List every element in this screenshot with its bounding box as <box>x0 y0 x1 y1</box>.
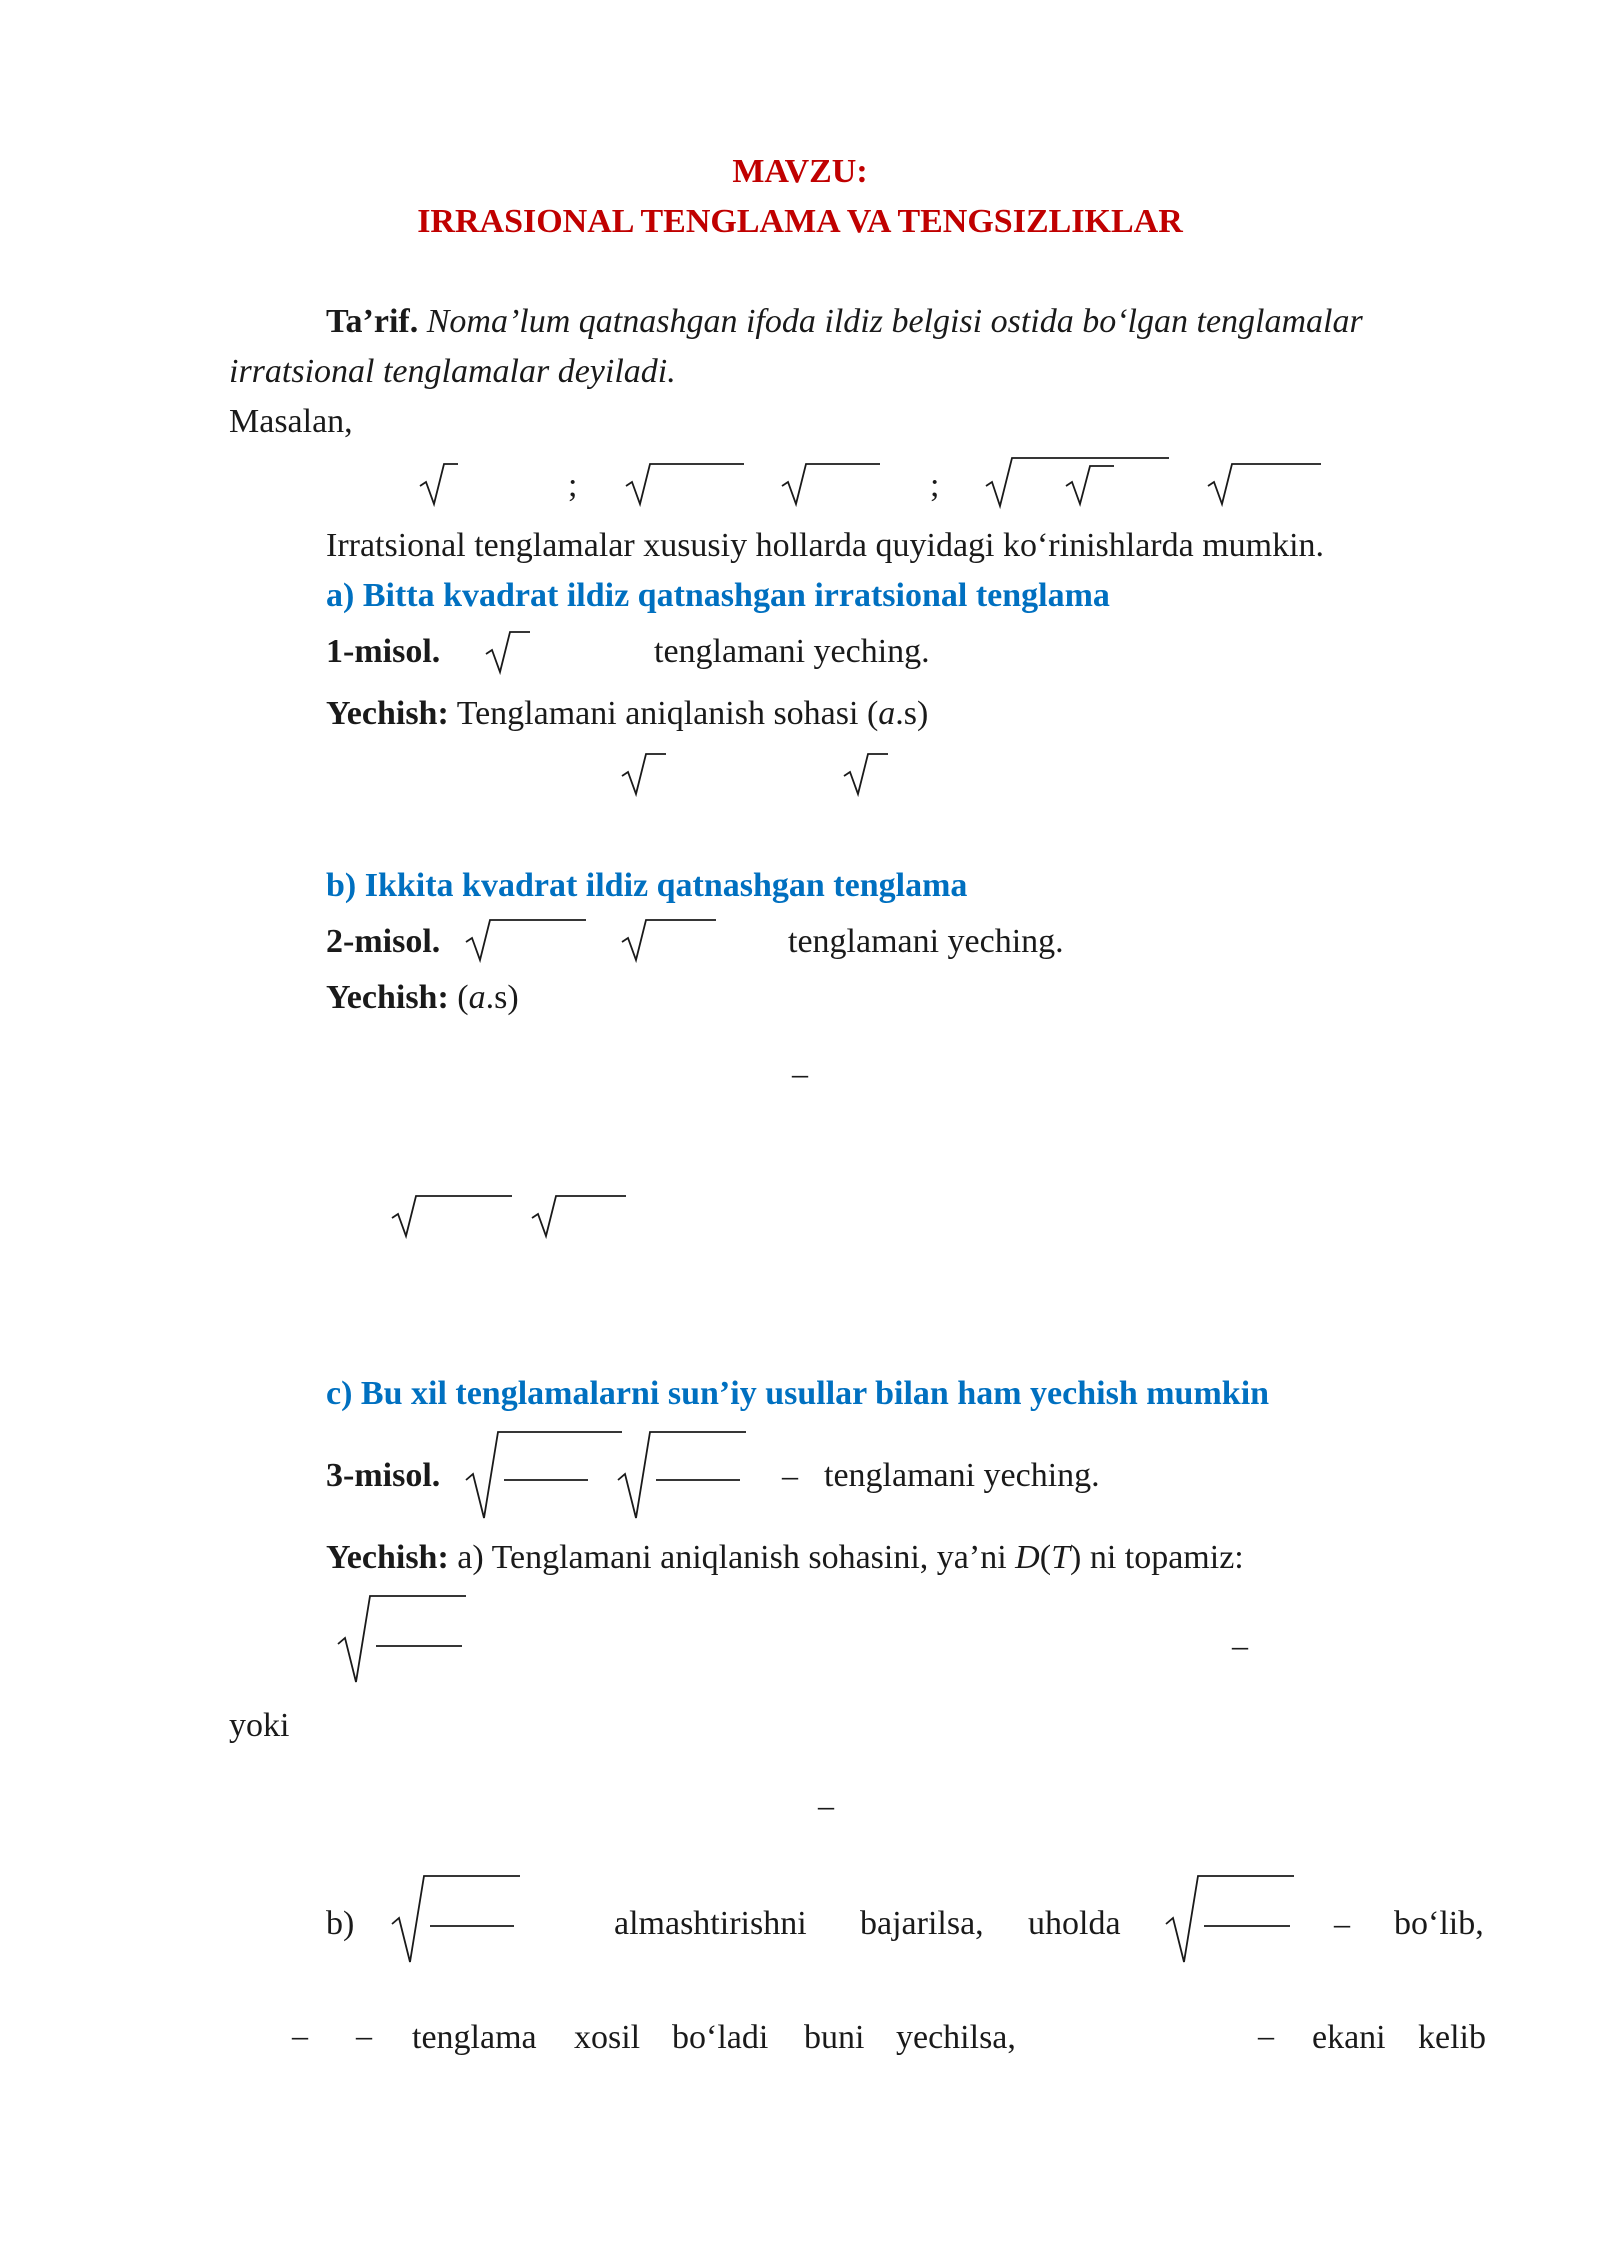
solution-a-line <box>326 694 928 735</box>
minus-sign: – <box>792 1055 808 1091</box>
section-a-heading: a) Bitta kvadrat ildiz qatnashgan irratsional tenglama <box>326 577 1110 614</box>
radical-sign <box>530 1192 626 1242</box>
separator: ; <box>930 467 940 504</box>
title-main: IRRASIONAL TENGLAMA VA TENGSIZLIKLAR <box>417 203 1183 240</box>
solution-text-end: .s) <box>895 695 929 732</box>
solution-b-line <box>326 978 519 1019</box>
last-line-word-2: xosil <box>574 2019 641 2056</box>
domain-D: D <box>1015 1539 1040 1576</box>
example-1-label: 1-misol. <box>326 633 441 670</box>
radical-sign <box>1206 460 1321 510</box>
radical-sign <box>418 460 458 510</box>
last-line-word-1: tenglama <box>412 2019 537 2056</box>
solution-italic: a <box>878 695 896 732</box>
separator: ; <box>568 467 578 504</box>
minus-sign: – <box>782 1457 798 1493</box>
example-1-text: tenglamani yeching. <box>654 633 930 670</box>
last-line-word-7: kelib <box>1418 2019 1486 2056</box>
radical-sign <box>620 916 716 966</box>
section-c-heading: c) Bu xil tenglamalarni sun’iy usullar bilan ham yechish mumkin <box>326 1375 1270 1412</box>
solution-label: Yechish: <box>326 1539 449 1576</box>
last-line-word-6: ekani <box>1312 2019 1386 2056</box>
example-3-text: tenglamani yeching. <box>824 1457 1100 1494</box>
example-2-text: tenglamani yeching. <box>788 923 1064 960</box>
part-b-word-4: bo‘lib, <box>1394 1905 1484 1942</box>
example-2-label: 2-misol. <box>326 923 441 960</box>
solution-label: Yechish: <box>326 979 449 1016</box>
minus-sign: – <box>1258 2017 1274 2053</box>
definition-line-1 <box>326 302 1363 343</box>
radical-sign <box>390 1192 512 1242</box>
radical-sign <box>336 1592 466 1686</box>
last-line-word-5: yechilsa, <box>896 2019 1016 2056</box>
example-intro: Masalan, <box>229 403 353 440</box>
last-line-word-4: buni <box>804 2019 865 2056</box>
definition-label: Ta’rif. <box>326 303 419 340</box>
last-line-word-3: bo‘ladi <box>672 2019 769 2056</box>
radical-sign <box>464 916 586 966</box>
solution-text: Tenglamani aniqlanish sohasi ( <box>456 695 879 732</box>
minus-sign: – <box>1232 1627 1248 1663</box>
yoki-text: yoki <box>229 1707 290 1744</box>
definition-text-1: Noma’lum qatnashgan ifoda ildiz belgisi ostida bo‘lgan tenglamalar <box>426 303 1363 340</box>
minus-sign: – <box>292 2017 308 2053</box>
radical-sign <box>842 750 888 798</box>
solution-c-line: Yechish: a) Tenglamani aniqlanish sohasini, ya’ni D(T) ni topamiz: <box>326 1539 1244 1576</box>
radical-sign <box>624 460 744 510</box>
domain-T: T <box>1051 1539 1070 1576</box>
radical-sign <box>484 628 530 676</box>
minus-sign: – <box>1334 1905 1350 1941</box>
radical-sign <box>780 460 880 510</box>
part-b-word-2: bajarilsa, <box>860 1905 984 1942</box>
part-b-word-3: uholda <box>1028 1905 1121 1942</box>
radical-sign <box>1164 1872 1294 1966</box>
section-b-heading: b) Ikkita kvadrat ildiz qatnashgan tenglama <box>326 867 968 904</box>
part-b-word-1: almashtirishni <box>614 1905 807 1942</box>
title-topic: MAVZU: <box>732 153 868 190</box>
solution-text-end: ni topamiz: <box>1081 1539 1244 1576</box>
radical-sign <box>390 1872 520 1966</box>
definition-line-2: irratsional tenglamalar deyiladi. <box>229 353 676 390</box>
radical-sign <box>464 1428 622 1522</box>
radical-sign <box>616 1428 746 1522</box>
solution-text-end: .s) <box>485 979 519 1016</box>
solution-italic: a <box>468 979 486 1016</box>
forms-intro: Irratsional tenglamalar xususiy hollarda quyidagi ko‘rinishlarda mumkin. <box>326 527 1325 564</box>
radical-sign <box>1064 462 1114 508</box>
solution-text: a) Tenglamani aniqlanish sohasini, ya’ni <box>457 1539 1016 1576</box>
minus-sign: – <box>356 2017 372 2053</box>
radical-sign <box>620 750 666 798</box>
minus-sign: – <box>818 1787 834 1823</box>
part-b-label: b) <box>326 1905 355 1942</box>
example-3-label: 3-misol. <box>326 1457 441 1494</box>
solution-label: Yechish: <box>326 695 449 732</box>
solution-text: ( <box>457 979 469 1016</box>
